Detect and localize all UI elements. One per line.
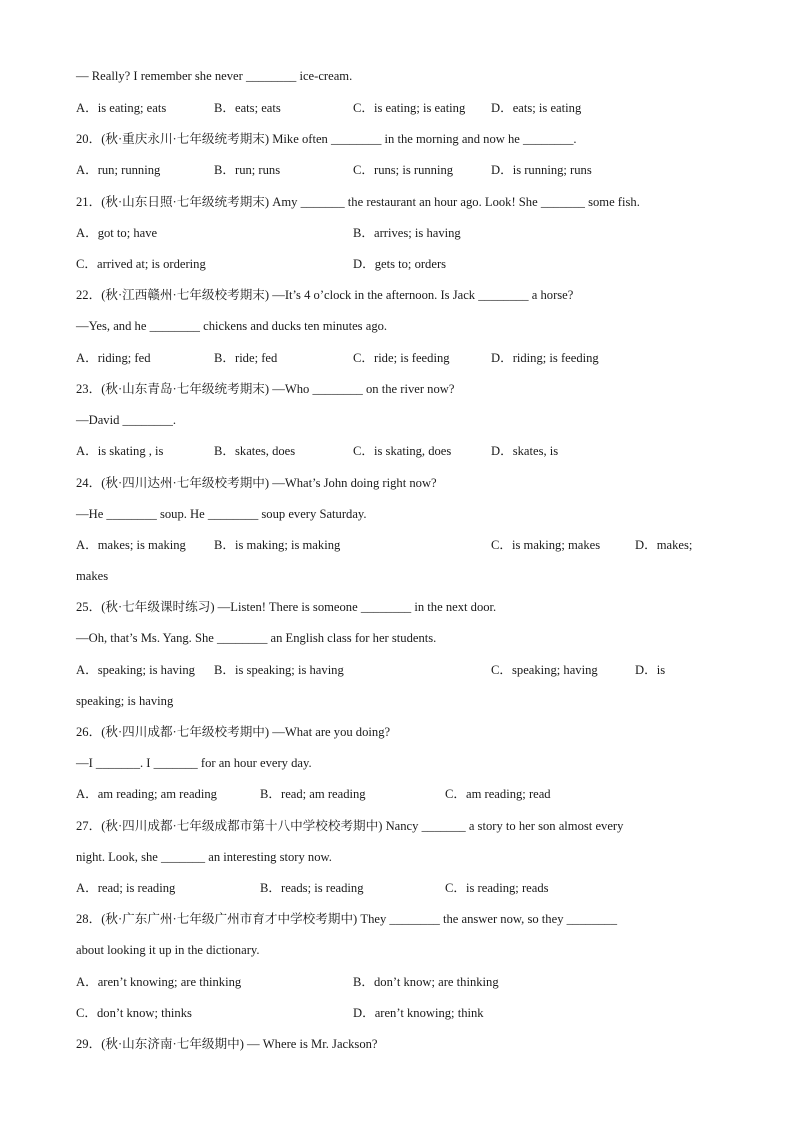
q28-stem: 28．(秋·广东广州·七年级广州市育才中学校考期中) They ________ the answer now, so they ________: [76, 912, 618, 926]
q29-stem: 29．(秋·山东济南·七年级期中) — Where is Mr. Jackson?: [76, 1037, 378, 1051]
q20-option-a[interactable]: A．run; running: [76, 163, 161, 177]
q27-option-c[interactable]: C．is reading; reads: [445, 881, 549, 895]
q28-option-c[interactable]: C．don’t know; thinks: [76, 1006, 192, 1020]
q24-stem: 24．(秋·四川达州·七年级校考期中) —What’s John doing right now?: [76, 476, 437, 490]
q27-stem-cont: night. Look, she _______ an interesting story now.: [76, 850, 332, 864]
q27-option-a[interactable]: A．read; is reading: [76, 881, 176, 895]
q24-option-d-wrap: makes: [76, 569, 109, 583]
q25-option-a[interactable]: A．speaking; is having: [76, 663, 195, 677]
q26-option-b[interactable]: B．read; am reading: [260, 787, 366, 801]
q28-option-b[interactable]: B．don’t know; are thinking: [353, 975, 499, 989]
q23-stem: 23．(秋·山东青岛·七年级统考期末) —Who ________ on the river now?: [76, 382, 455, 396]
q24-option-a[interactable]: A．makes; is making: [76, 538, 186, 552]
q21-option-d[interactable]: D．gets to; orders: [353, 257, 447, 271]
q27-stem: 27．(秋·四川成都·七年级成都市第十八中学校校考期中) Nancy _______ a story to her son almost every: [76, 819, 624, 833]
q26-option-a[interactable]: A．am reading; am reading: [76, 787, 217, 801]
q21-stem: 21．(秋·山东日照·七年级统考期末) Amy _______ the restaurant an hour ago. Look! She _______ some fish.: [76, 195, 640, 209]
q26-stem: 26．(秋·四川成都·七年级校考期中) —What are you doing?: [76, 725, 391, 739]
q25-stem: 25．(秋·七年级课时练习) —Listen! There is someone ________ in the next door.: [76, 600, 497, 614]
q20-option-b[interactable]: B．run; runs: [214, 163, 281, 177]
q19-option-c[interactable]: C．is eating; is eating: [353, 101, 466, 115]
q25-option-b[interactable]: B．is speaking; is having: [214, 663, 344, 677]
q23-option-c[interactable]: C．is skating, does: [353, 444, 452, 458]
q23-response: —David ________.: [76, 413, 177, 427]
q28-option-d[interactable]: D．aren’t knowing; think: [353, 1006, 484, 1020]
q24-option-d[interactable]: D．makes;: [635, 538, 693, 552]
q22-response: —Yes, and he ________ chickens and ducks ten minutes ago.: [76, 319, 388, 333]
q28-stem-cont: about looking it up in the dictionary.: [76, 943, 260, 957]
q26-option-c[interactable]: C．am reading; read: [445, 787, 551, 801]
q19-option-b[interactable]: B．eats; eats: [214, 101, 281, 115]
q19-response: — Really? I remember she never ________ ice-cream.: [76, 69, 353, 83]
q23-option-b[interactable]: B．skates, does: [214, 444, 296, 458]
q26-response: —I _______. I _______ for an hour every day.: [76, 756, 312, 770]
q24-option-c[interactable]: C．is making; makes: [491, 538, 601, 552]
q25-option-c[interactable]: C．speaking; having: [491, 663, 598, 677]
q22-option-a[interactable]: A．riding; fed: [76, 351, 151, 365]
q20-stem: 20．(秋·重庆永川·七年级统考期末) Mike often ________ in the morning and now he ________.: [76, 132, 577, 146]
q20-option-c[interactable]: C．runs; is running: [353, 163, 454, 177]
q25-option-d-wrap: speaking; is having: [76, 694, 174, 708]
q28-option-a[interactable]: A．aren’t knowing; are thinking: [76, 975, 242, 989]
q24-option-b[interactable]: B．is making; is making: [214, 538, 341, 552]
q22-option-b[interactable]: B．ride; fed: [214, 351, 278, 365]
q21-option-b[interactable]: B．arrives; is having: [353, 226, 461, 240]
q22-option-c[interactable]: C．ride; is feeding: [353, 351, 450, 365]
q22-option-d[interactable]: D．riding; is feeding: [491, 351, 599, 365]
q21-option-a[interactable]: A．got to; have: [76, 226, 158, 240]
q25-option-d[interactable]: D．is: [635, 663, 666, 677]
q19-option-d[interactable]: D．eats; is eating: [491, 101, 582, 115]
q19-option-a[interactable]: A．is eating; eats: [76, 101, 167, 115]
q23-option-a[interactable]: A．is skating , is: [76, 444, 164, 458]
q25-response: —Oh, that’s Ms. Yang. She ________ an English class for her students.: [76, 631, 437, 645]
q23-option-d[interactable]: D．skates, is: [491, 444, 559, 458]
q27-option-b[interactable]: B．reads; is reading: [260, 881, 364, 895]
q24-response: —He ________ soup. He ________ soup every Saturday.: [76, 507, 367, 521]
q21-option-c[interactable]: C．arrived at; is ordering: [76, 257, 206, 271]
q20-option-d[interactable]: D．is running; runs: [491, 163, 592, 177]
q22-stem: 22．(秋·江西赣州·七年级校考期末) —It’s 4 o’clock in the afternoon. Is Jack ________ a horse?: [76, 288, 574, 302]
